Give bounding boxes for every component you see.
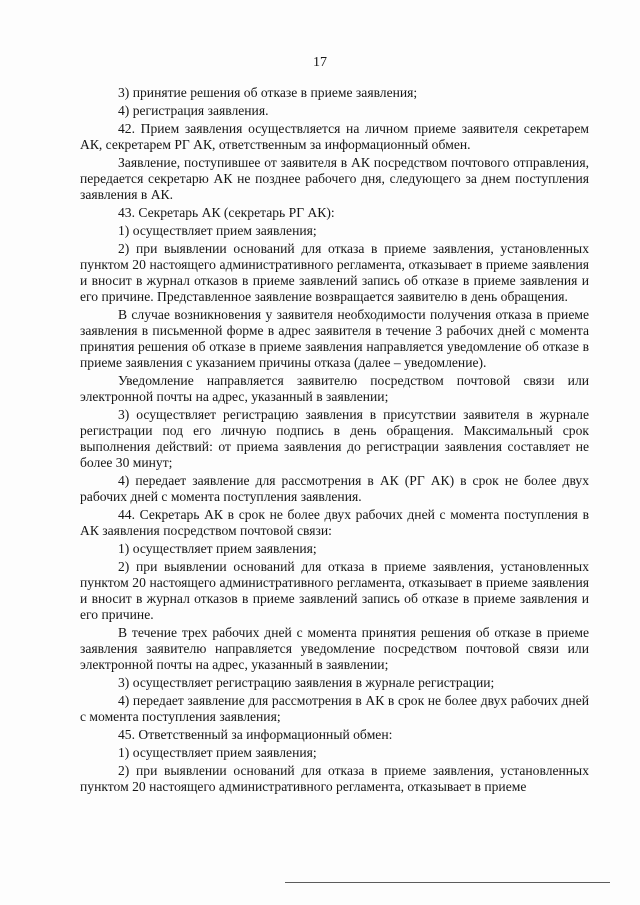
paragraph: 2) при выявлении оснований для отказа в приеме заявления, установленных пунктом 20 настоящего административного регламента, отказывает в приеме заявления и вносит в журнал отказов в приеме заявлений запись об отказе в приеме заявления и его причине.: [80, 559, 589, 622]
paragraph: В случае возникновения у заявителя необходимости получения отказа в приеме заявления в письменной форме в адрес заявителя в течение 3 рабочих дней с момента принятия решения об отказе в приеме заявления направляется уведомление об отказе в приеме заявления с указанием причины отказа (далее – уведомление).: [80, 307, 589, 370]
page-number: 17: [313, 55, 327, 70]
paragraph: Уведомление направляется заявителю посредством почтовой связи или электронной почты на адрес, указанный в заявлении;: [80, 373, 589, 404]
paragraph: 42. Прием заявления осуществляется на личном приеме заявителя секретарем АК, секретарем РГ АК, ответственным за информационный обмен.: [80, 121, 589, 152]
paragraph: 4) передает заявление для рассмотрения в АК (РГ АК) в срок не более двух рабочих дней с момента поступления заявления.: [80, 473, 589, 504]
paragraph: В течение трех рабочих дней с момента принятия решения об отказе в приеме заявления заявителю направляется уведомление посредством почтовой связи или электронной почты на адрес, указанный в заявлении;: [80, 625, 589, 672]
footer-rule: [285, 882, 610, 883]
paragraph: Заявление, поступившее от заявителя в АК посредством почтового отправления, передается секретарю АК не позднее рабочего дня, следующего за днем поступления заявления в АК.: [80, 155, 589, 202]
paragraph: 43. Секретарь АК (секретарь РГ АК):: [118, 205, 335, 220]
paragraph: 44. Секретарь АК в срок не более двух рабочих дней с момента поступления в АК заявления посредством почтовой связи:: [80, 507, 589, 538]
document-body: [80, 85, 589, 797]
paragraph: 1) осуществляет прием заявления;: [118, 745, 317, 760]
paragraph: 3) осуществляет регистрацию заявления в присутствии заявителя в журнале регистрации под его личную подпись в день обращения. Максимальный срок выполнения действий: от приема заявления до регистрации заявления составляет не более 30 минут;: [80, 407, 589, 470]
paragraph: 3) осуществляет регистрацию заявления в журнале регистрации;: [118, 675, 495, 690]
paragraph: 2) при выявлении оснований для отказа в приеме заявления, установленных пунктом 20 настоящего административного регламента, отказывает в приеме заявления и вносит в журнал отказов в приеме заявлений запись об отказе в приеме заявления и его причине. Представленное заявление возвращается заявителю в день обращения.: [80, 241, 589, 304]
paragraph: 45. Ответственный за информационный обмен:: [118, 727, 393, 742]
paragraph: 1) осуществляет прием заявления;: [118, 541, 317, 556]
paragraph: 3) принятие решения об отказе в приеме заявления;: [118, 85, 418, 100]
paragraph: 2) при выявлении оснований для отказа в приеме заявления, установленных пунктом 20 настоящего административного регламента, отказывает в приеме: [80, 763, 589, 794]
paragraph: 4) регистрация заявления.: [118, 103, 269, 118]
paragraph: 1) осуществляет прием заявления;: [118, 223, 317, 238]
paragraph: 4) передает заявление для рассмотрения в АК в срок не более двух рабочих дней с момента поступления заявления;: [80, 693, 589, 724]
